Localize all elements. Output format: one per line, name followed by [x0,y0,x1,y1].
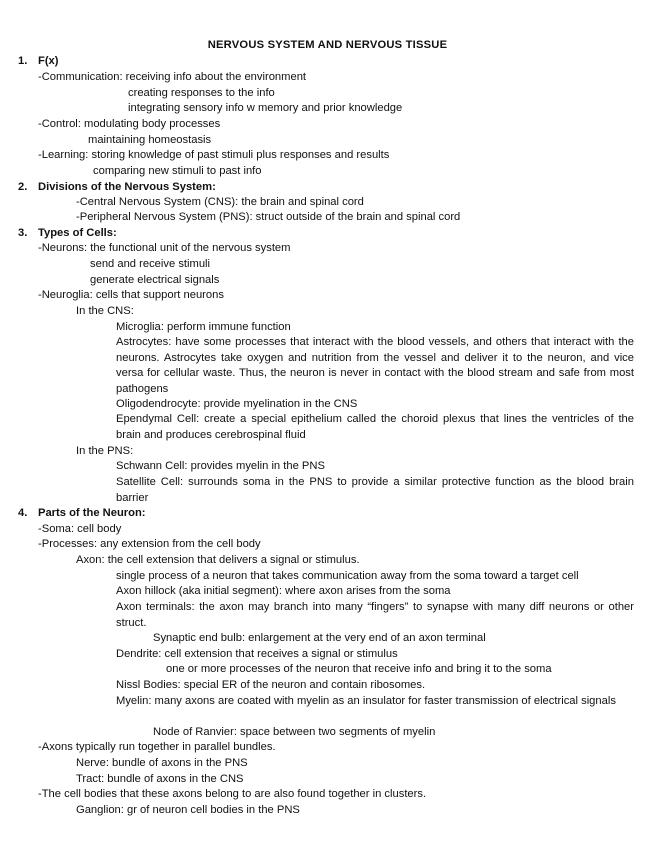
text-line: Synaptic end bulb: enlargement at the very end of an axon terminal [153,632,486,644]
text-line: -Learning: storing knowledge of past stimuli plus responses and results [38,149,390,161]
text-line: Node of Ranvier: space between two segments of myelin [153,726,436,738]
section-heading: Types of Cells: [38,227,117,239]
text-line: -Processes: any extension from the cell body [38,538,261,550]
text-line: maintaining homeostasis [88,134,212,146]
text-line: single process of a neuron that takes communication away from the soma toward a target cell [116,570,579,582]
text-line: Nerve: bundle of axons in the PNS [76,757,248,769]
text-line: send and receive stimuli [90,258,211,270]
text-paragraph: Satellite Cell: surrounds soma in the PNS to provide a similar protective function as the blood brain barrier [116,476,634,504]
text-line: Microglia: perform immune function [116,321,291,333]
text-line: Dendrite: cell extension that receives a signal or stimulus [116,648,398,660]
section-number: 3. [18,227,28,239]
text-line: In the PNS: [76,445,134,457]
section-heading: Divisions of the Nervous System: [38,181,216,193]
section-heading: Parts of the Neuron: [38,507,146,519]
document-title: NERVOUS SYSTEM AND NERVOUS TISSUE [207,39,448,51]
text-line: -Axons typically run together in parallel bundles. [38,741,276,753]
text-line: Nissl Bodies: special ER of the neuron and contain ribosomes. [116,679,426,691]
text-line: -Neuroglia: cells that support neurons [38,289,224,301]
text-paragraph: Astrocytes: have some processes that interact with the blood vessels, and others that interact with the neurons. Astrocytes take oxygen and nutrition from the vessel and deliver it to the neuron, and vice versa for cellular waste. Thus, the neuron is never in contact with the blood stream and safe from most pathogens [116,336,634,395]
text-paragraph: Ependymal Cell: create a special epithelium called the choroid plexus that lines the ventricles of the brain and produces cerebrospinal fluid [116,413,634,441]
section-number: 4. [18,507,28,519]
text-paragraph: Axon terminals: the axon may branch into many “fingers” to synapse with many diff neurons or other struct. [116,601,634,629]
text-line: -Communication: receiving info about the environment [38,71,307,83]
text-line: integrating sensory info w memory and prior knowledge [128,102,403,114]
text-line: -Neurons: the functional unit of the nervous system [38,242,291,254]
text-line: Schwann Cell: provides myelin in the PNS [116,460,325,472]
text-line: creating responses to the info [128,87,275,99]
text-line: -Soma: cell body [38,523,122,535]
text-line: Axon: the cell extension that delivers a signal or stimulus. [76,554,360,566]
text-line: Oligodendrocyte: provide myelination in the CNS [116,398,358,410]
section-number: 2. [18,181,28,193]
text-line: -The cell bodies that these axons belong to are also found together in clusters. [38,788,427,800]
section-heading: F(x) [38,55,59,67]
text-line: one or more processes of the neuron that receive info and bring it to the soma [166,663,552,675]
section-number: 1. [18,55,28,67]
text-line: comparing new stimuli to past info [93,165,262,177]
text-line: Tract: bundle of axons in the CNS [76,773,244,785]
text-line: Axon hillock (aka initial segment): where axon arises from the soma [116,585,451,597]
text-line: -Peripheral Nervous System (PNS): struct outside of the brain and spinal cord [76,211,461,223]
text-line: -Control: modulating body processes [38,118,221,130]
text-line: -Central Nervous System (CNS): the brain and spinal cord [76,196,364,208]
text-line: generate electrical signals [90,274,220,286]
text-line: Ganglion: gr of neuron cell bodies in the PNS [76,804,300,816]
text-paragraph: Myelin: many axons are coated with myelin as an insulator for faster transmission of electrical signals [116,695,616,707]
text-line: In the CNS: [76,305,134,317]
